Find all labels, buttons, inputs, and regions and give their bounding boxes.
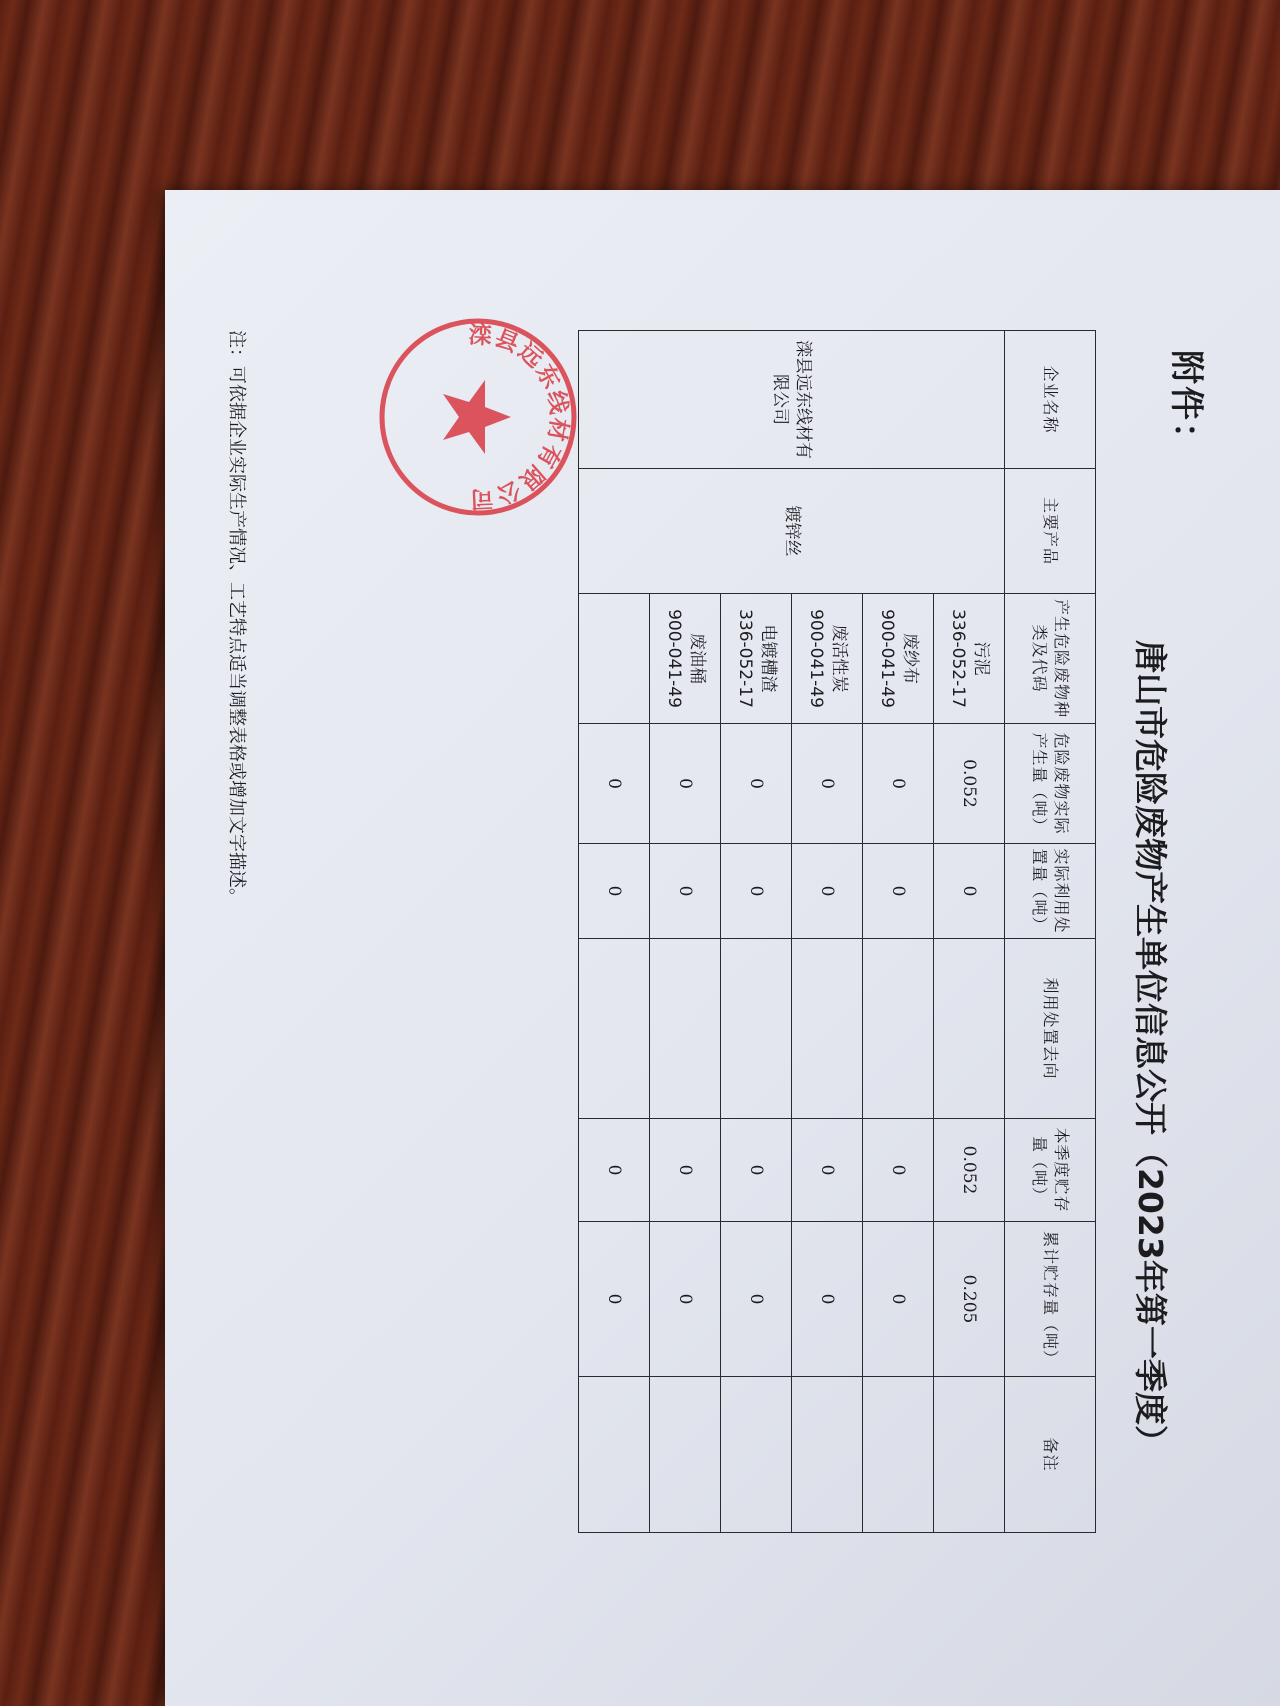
waste-code: 336-052-17 — [948, 609, 968, 708]
waste-type-cell — [792, 594, 863, 724]
disposed-cell: 0 — [579, 844, 650, 939]
header-destination: 利用处置去向 — [1005, 939, 1096, 1119]
waste-name: 废油桶 — [686, 633, 707, 684]
footnote: 注：可依据企业实际生产情况、工艺特点适当调整表格或增加文字描述。 — [226, 330, 247, 906]
waste-info-table — [578, 330, 1096, 1533]
destination-cell — [650, 939, 721, 1119]
seal-star-icon — [443, 380, 511, 454]
header-remarks: 备注 — [1005, 1377, 1096, 1533]
remarks-cell — [721, 1377, 792, 1533]
cumulative-storage-cell: 0 — [863, 1222, 934, 1377]
waste-type-cell — [934, 594, 1005, 724]
rotated-page — [136, 190, 1251, 1706]
waste-type-cell — [650, 594, 721, 724]
quarter-storage-cell: 0 — [863, 1119, 934, 1222]
table-row — [934, 331, 1005, 1533]
cumulative-storage-cell: 0.205 — [934, 1222, 1005, 1377]
generated-cell: 0 — [721, 724, 792, 844]
seal-outer-ring — [382, 321, 574, 513]
cumulative-storage-cell: 0 — [792, 1222, 863, 1377]
company-seal — [373, 312, 583, 522]
header-quarter-storage: 本季度贮存量（吨） — [1005, 1119, 1096, 1222]
header-company: 企业名称 — [1005, 331, 1096, 469]
generated-cell: 0 — [863, 724, 934, 844]
generated-cell: 0 — [792, 724, 863, 844]
quarter-storage-cell: 0 — [792, 1119, 863, 1222]
destination-cell — [721, 939, 792, 1119]
disposed-cell: 0 — [863, 844, 934, 939]
cumulative-storage-cell: 0 — [721, 1222, 792, 1377]
waste-name: 废活性炭 — [828, 624, 849, 693]
waste-name: 污泥 — [970, 641, 991, 676]
main-product-cell: 镀锌丝 — [579, 469, 1005, 594]
waste-type-cell — [863, 594, 934, 724]
header-generated: 危险废物实际产生量（吨） — [1005, 724, 1096, 844]
document-title: 唐山市危险废物产生单位信息公开（2023年第一季度） — [1131, 640, 1170, 1458]
destination-cell — [934, 939, 1005, 1119]
disposed-cell: 0 — [934, 844, 1005, 939]
waste-type-cell — [579, 594, 650, 724]
header-disposed: 实际利用处置量（吨） — [1005, 844, 1096, 939]
waste-name: 电镀槽渣 — [757, 624, 778, 693]
remarks-cell — [934, 1377, 1005, 1533]
generated-cell: 0 — [579, 724, 650, 844]
waste-type-cell — [721, 594, 792, 724]
header-waste-type: 产生危险废物种类及代码 — [1005, 594, 1096, 724]
waste-code: 336-052-17 — [735, 609, 755, 708]
disposed-cell: 0 — [650, 844, 721, 939]
cumulative-storage-cell: 0 — [579, 1222, 650, 1377]
waste-code: 900-041-49 — [877, 609, 897, 708]
disposed-cell: 0 — [792, 844, 863, 939]
remarks-cell — [579, 1377, 650, 1533]
waste-code: 900-041-49 — [806, 609, 826, 708]
attachment-label: 附件： — [1166, 350, 1206, 458]
header-product: 主要产品 — [1005, 469, 1096, 594]
quarter-storage-cell: 0 — [579, 1119, 650, 1222]
remarks-cell — [863, 1377, 934, 1533]
table-header-row — [1005, 331, 1096, 1533]
cumulative-storage-cell: 0 — [650, 1222, 721, 1377]
quarter-storage-cell: 0 — [721, 1119, 792, 1222]
destination-cell — [792, 939, 863, 1119]
disposed-cell: 0 — [721, 844, 792, 939]
destination-cell — [863, 939, 934, 1119]
waste-name: 废纱布 — [899, 633, 920, 684]
table-body — [579, 331, 1005, 1533]
waste-code: 900-041-49 — [664, 609, 684, 708]
company-name-cell: 滦县远东线材有限公司 — [579, 331, 1005, 469]
remarks-cell — [792, 1377, 863, 1533]
destination-cell — [579, 939, 650, 1119]
document-sheet — [165, 190, 1280, 1706]
header-cumulative-storage: 累计贮存量（吨） — [1005, 1222, 1096, 1377]
seal-text: 滦县远东线材有限公司 — [467, 322, 572, 512]
quarter-storage-cell: 0.052 — [934, 1119, 1005, 1222]
quarter-storage-cell: 0 — [650, 1119, 721, 1222]
generated-cell: 0 — [650, 724, 721, 844]
remarks-cell — [650, 1377, 721, 1533]
generated-cell: 0.052 — [934, 724, 1005, 844]
